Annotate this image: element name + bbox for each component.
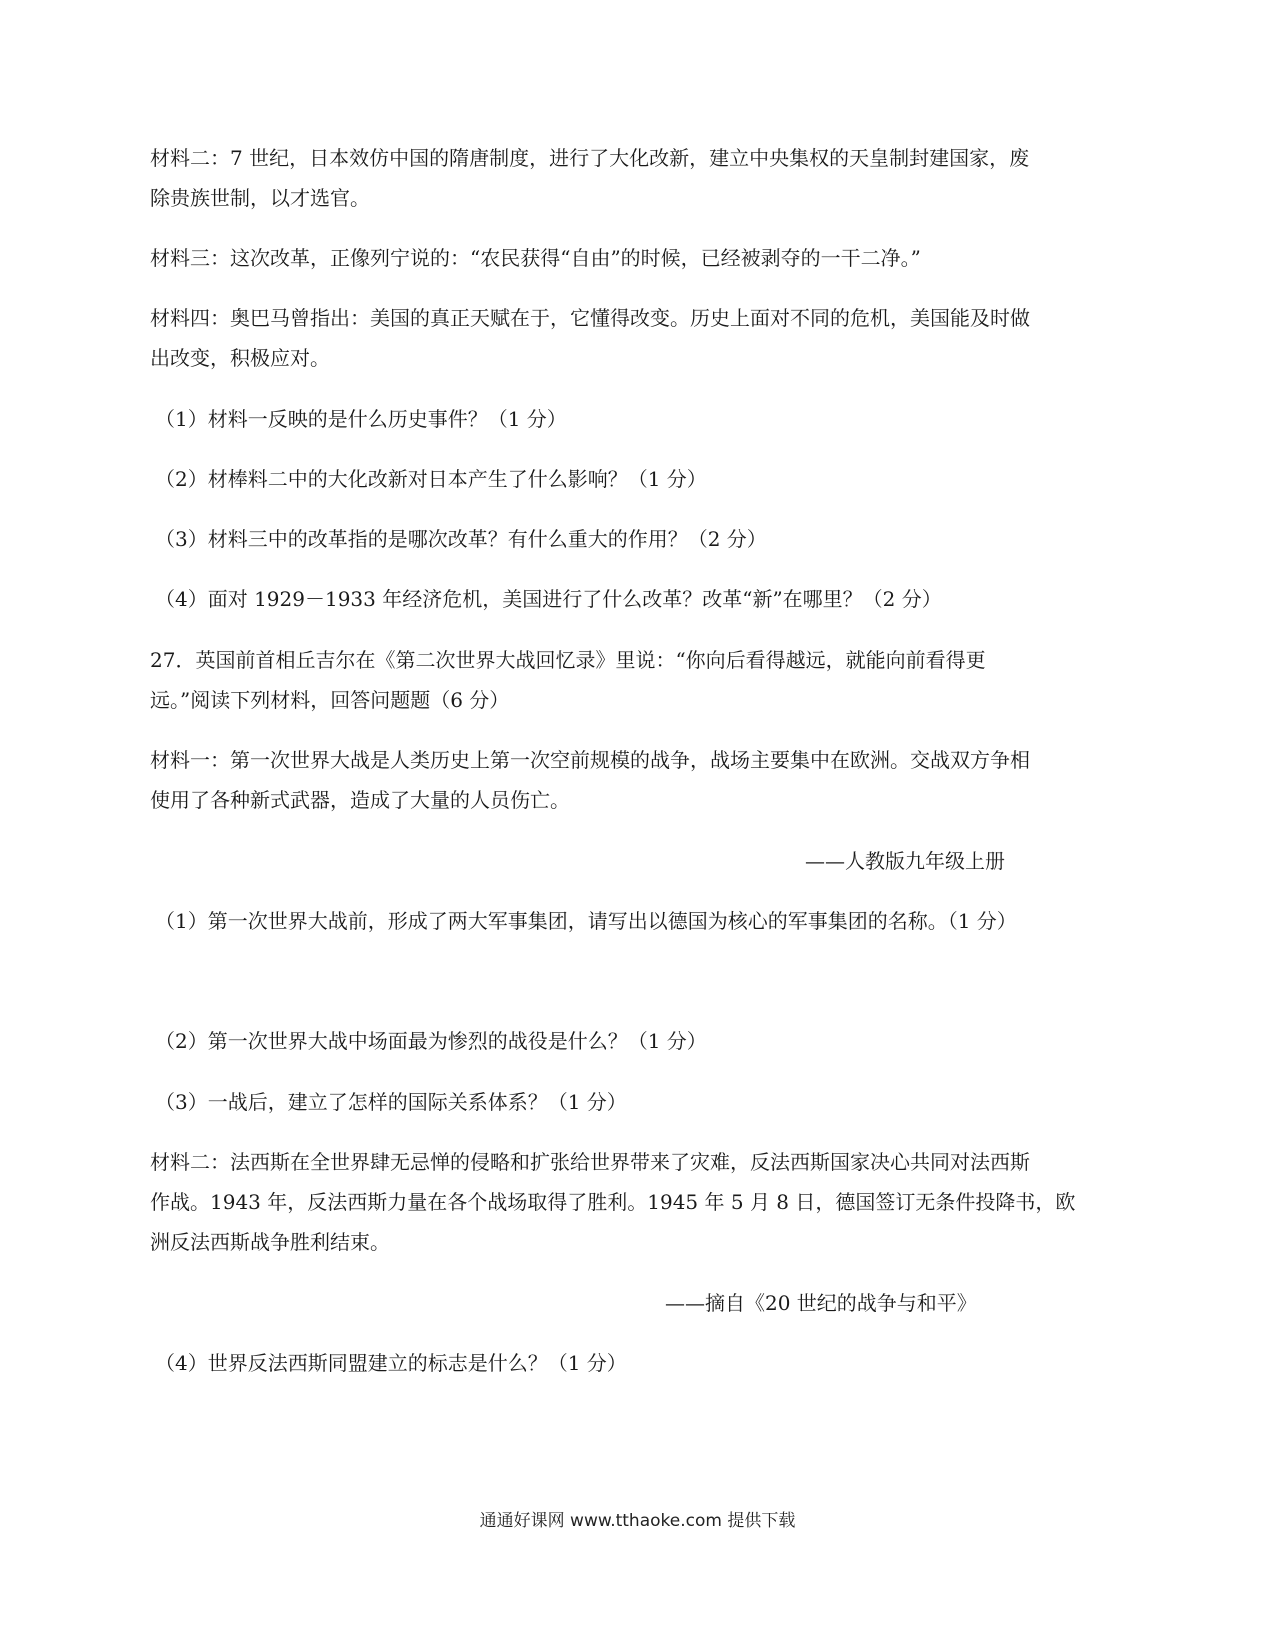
source-citation-1: ——人教版九年级上册	[805, 849, 1005, 873]
material-2-line-1: 材料二：7 世纪，日本效仿中国的隋唐制度，进行了大化改新，建立中央集权的天皇制封建国家，废	[150, 146, 1030, 170]
question-27-line-2: 远。”阅读下列材料，回答问题题（6 分）	[150, 688, 510, 712]
q27-material-2-line-2: 作战。1943 年，反法西斯力量在各个战场取得了胜利。1945 年 5 月 8 日，德国签订无条件投降书，欧	[150, 1190, 1076, 1214]
question-2: （2）材棒料二中的大化改新对日本产生了什么影响？（1 分）	[155, 467, 707, 491]
q27-question-4: （4）世界反法西斯同盟建立的标志是什么？（1 分）	[155, 1351, 627, 1375]
question-27-line-1: 27．英国前首相丘吉尔在《第二次世界大战回忆录》里说：“你向后看得越远，就能向前看得更	[150, 648, 986, 672]
source-citation-2: ——摘自《20 世纪的战争与和平》	[665, 1291, 977, 1315]
question-4: （4）面对 1929－1933 年经济危机，美国进行了什么改革？改革“新”在哪里？（2 分）	[155, 587, 942, 611]
question-1: （1）材料一反映的是什么历史事件？（1 分）	[155, 407, 567, 431]
material-4-line-1: 材料四：奥巴马曾指出：美国的真正天赋在于，它懂得改变。历史上面对不同的危机，美国能及时做	[150, 306, 1030, 330]
question-3: （3）材料三中的改革指的是哪次改革？有什么重大的作用？（2 分）	[155, 527, 767, 551]
q27-material-1-line-2: 使用了各种新式武器，造成了大量的人员伤亡。	[150, 788, 570, 812]
q27-material-2-line-3: 洲反法西斯战争胜利结束。	[150, 1230, 390, 1254]
page-footer: 通通好课网 www.tthaoke.com 提供下载	[479, 1511, 796, 1531]
q27-material-1-line-1: 材料一：第一次世界大战是人类历史上第一次空前规模的战争，战场主要集中在欧洲。交战双方争相	[150, 748, 1030, 772]
q27-question-1: （1）第一次世界大战前，形成了两大军事集团，请写出以德国为核心的军事集团的名称。（1 分）	[155, 909, 1017, 933]
q27-question-2: （2）第一次世界大战中场面最为惨烈的战役是什么？（1 分）	[155, 1029, 707, 1053]
q27-material-2-line-1: 材料二：法西斯在全世界肆无忌惮的侵略和扩张给世界带来了灾难，反法西斯国家决心共同对法西斯	[150, 1150, 1030, 1174]
material-2-line-2: 除贵族世制，以才选官。	[150, 186, 370, 210]
q27-question-3: （3）一战后，建立了怎样的国际关系体系？（1 分）	[155, 1090, 627, 1114]
material-3-text: 材料三：这次改革，正像列宁说的：“农民获得“自由”的时候，已经被剥夺的一干二净。”	[150, 246, 921, 270]
material-4-line-2: 出改变，积极应对。	[150, 346, 330, 370]
